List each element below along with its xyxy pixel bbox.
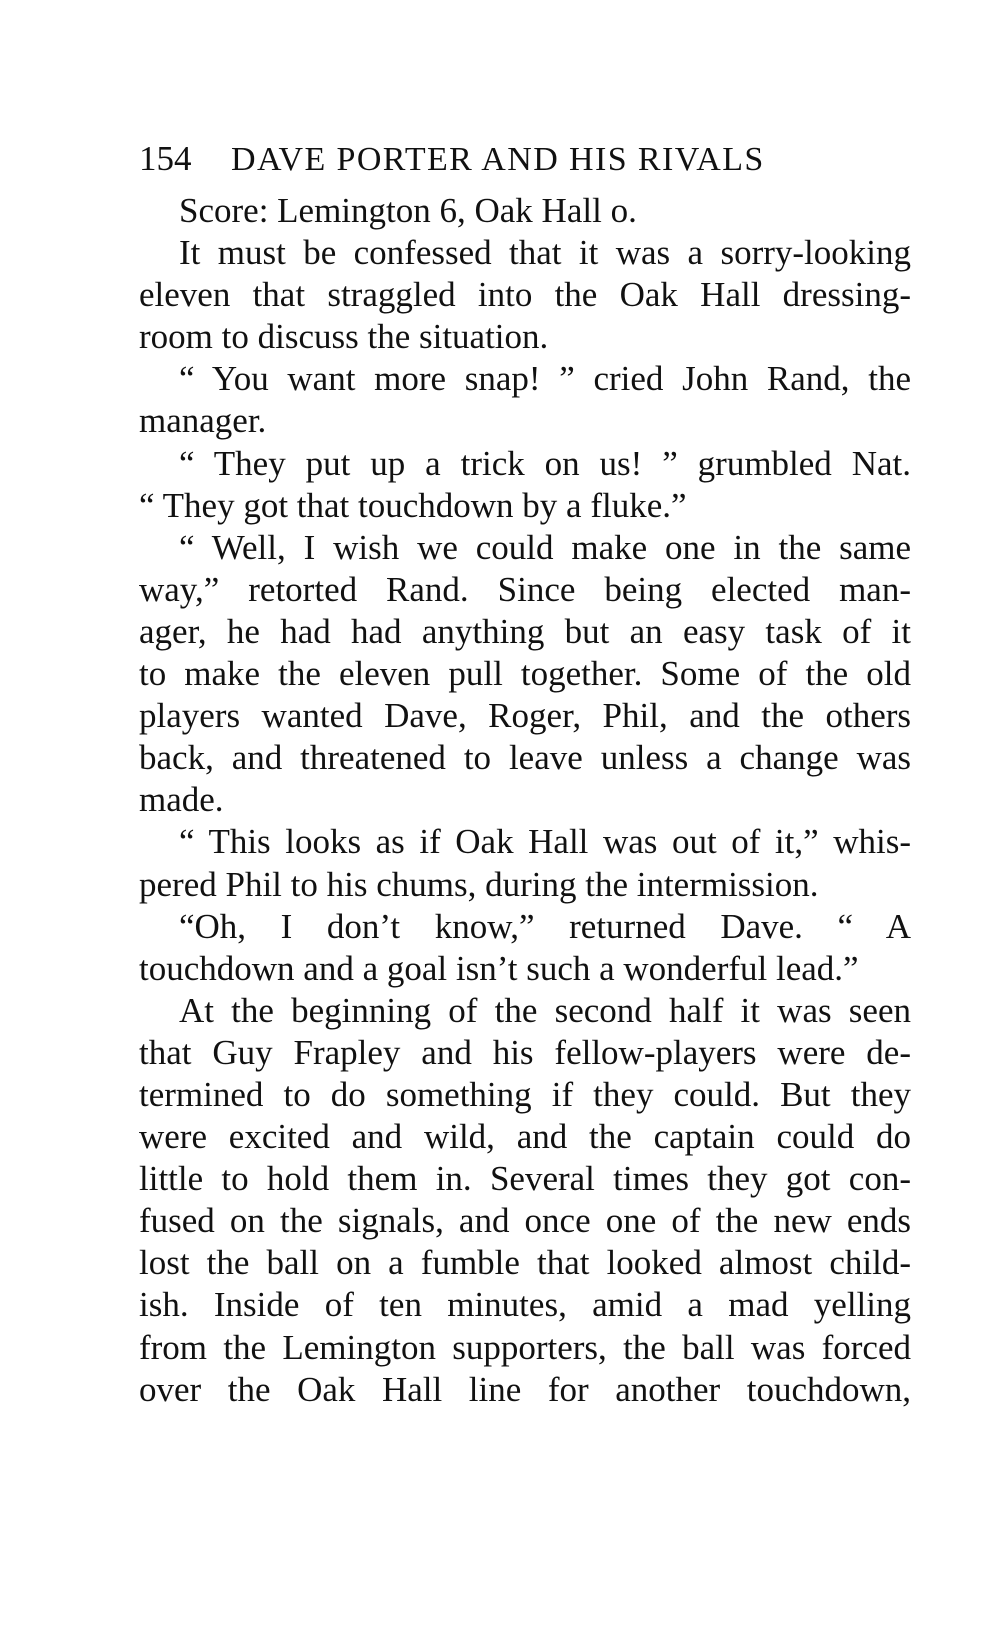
text-line: manager. <box>139 401 267 441</box>
text-line: room to discuss the situation. <box>139 317 549 357</box>
text-line: “ This looks as if Oak Hall was out of it,” whis- <box>179 822 911 862</box>
text-line: It must be confessed that it was a sorry-looking <box>179 233 911 273</box>
text-line: “ They got that touchdown by a fluke.” <box>139 485 687 525</box>
text-line: eleven that straggled into the Oak Hall dressing- <box>139 275 911 315</box>
text-line: made. <box>139 780 224 820</box>
text-line: fused on the signals, and once one of the new ends <box>139 1201 911 1241</box>
text-line: “ They put up a trick on us! ” grumbled Nat. <box>179 443 911 483</box>
page-number: 154 <box>139 139 192 178</box>
text-line: touchdown and a goal isn’t such a wonderful lead.” <box>139 948 859 988</box>
text-line: over the Oak Hall line for another touchdown, <box>139 1369 911 1409</box>
text-line: from the Lemington supporters, the ball was forced <box>139 1327 911 1367</box>
text-line: termined to do something if they could. But they <box>139 1074 911 1114</box>
book-title: DAVE PORTER AND HIS RIVALS <box>231 141 765 178</box>
text-line: ish. Inside of ten minutes, amid a mad yelling <box>139 1285 911 1325</box>
text-line: Score: Lemington 6, Oak Hall o. <box>179 191 637 230</box>
text-line: were excited and wild, and the captain could do <box>139 1117 911 1157</box>
body-text <box>139 190 911 1411</box>
text-line: way,” retorted Rand. Since being elected man- <box>139 569 911 609</box>
book-page <box>139 134 911 1411</box>
text-line: to make the eleven pull together. Some of the old <box>139 654 911 694</box>
running-head <box>139 134 911 184</box>
text-line: back, and threatened to leave unless a change was <box>139 738 911 778</box>
text-line: players wanted Dave, Roger, Phil, and the others <box>139 696 911 736</box>
text-line: “Oh, I don’t know,” returned Dave. “ A <box>179 906 911 946</box>
text-line: pered Phil to his chums, during the intermission. <box>139 864 819 904</box>
text-line: little to hold them in. Several times they got con- <box>139 1159 911 1199</box>
text-line: “ You want more snap! ” cried John Rand, the <box>179 359 911 399</box>
text-line: lost the ball on a fumble that looked almost child- <box>139 1243 911 1283</box>
text-line: ager, he had had anything but an easy task of it <box>139 611 911 651</box>
text-line: that Guy Frapley and his fellow-players were de- <box>139 1032 911 1072</box>
text-line: “ Well, I wish we could make one in the same <box>179 527 911 567</box>
text-line: At the beginning of the second half it was seen <box>179 990 911 1030</box>
